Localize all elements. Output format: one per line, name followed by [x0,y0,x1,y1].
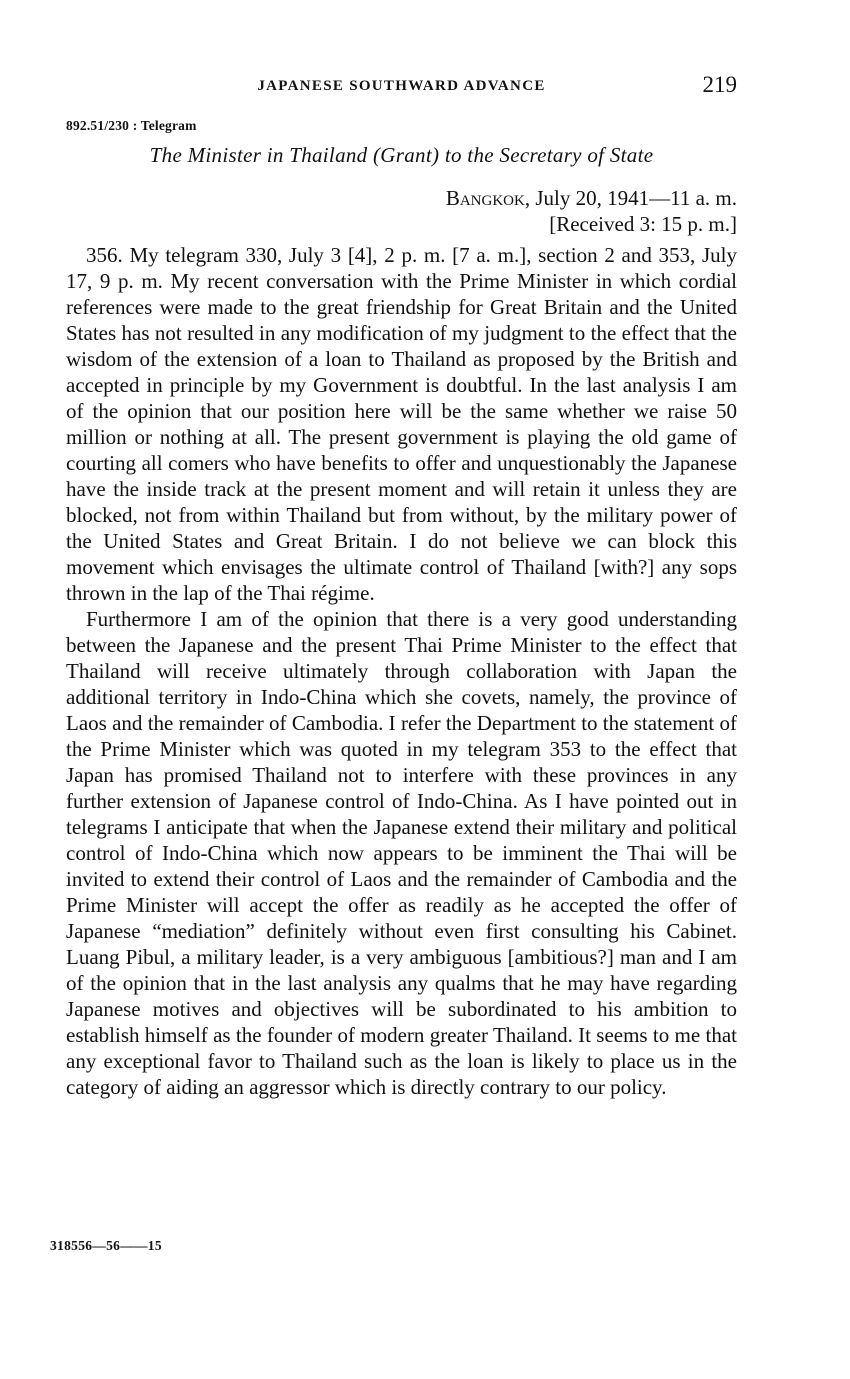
paragraph-2: Furthermore I am of the opinion that there is a very good understanding between the Japanese and the present Thai Prime Minister to the effect that Thailand will receive ultimately through collaboration with Japan the additional territory in Indo-China which she covets, namely, the province of Laos and the remainder of Cambodia. I refer the Department to the statement of the Prime Minister which was quoted in my telegram 353 to the effect that Japan has promised Thailand not to interfere with these provinces in any further extension of Japanese control of Indo-China. As I have pointed out in telegrams I anticipate that when the Japanese extend their military and political control of Indo-China which now appears to be imminent the Thai will be invited to extend their control of Laos and the remainder of Cambodia and the Prime Minister will accept the offer as readily as he accepted the offer of Japanese “mediation” definitely without even first consulting his Cabinet. Luang Pibul, a military leader, is a very ambiguous [ambitious?] man and I am of the opinion that in the last analysis any qualms that he may have regarding Japanese motives and objectives will be subordinated to his ambition to establish himself as the founder of modern greater Thailand. It seems to me that any exceptional favor to Thailand such as the loan is likely to place us in the category of aiding an aggressor which is directly contrary to our policy. [66,607,737,1099]
received-line: [Received 3: 15 p. m.] [549,212,737,236]
running-header [66,72,737,100]
dateline [446,186,737,211]
file-reference: 892.51/230 : Telegram [66,118,197,133]
paragraph-1: 356. My telegram 330, July 3 [4], 2 p. m. [7 a. m.], section 2 and 353, July 17, 9 p. m. My recent conversation with the Prime Minister in which cordial references were made to the great friendship for Great Britain and the United States has not resulted in any modification of my judgment to the effect that the wisdom of the extension of a loan to Thailand as proposed by the British and accepted in principle by my Government is doubtful. In the last analysis I am of the opinion that our position here will be the same whether we raise 50 million or nothing at all. The present government is playing the old game of courting all comers who have benefits to offer and unquestionably the Japanese have the inside track at the present moment and will retain it unless they are blocked, not from within Thailand but from without, by the military power of the United States and Great Britain. I do not believe we can block this movement which envisages the ultimate control of Thailand [with?] any sops thrown in the lap of the Thai régime. [66,243,737,605]
dateline-date: July 20, 1941—11 a. m. [530,186,737,210]
page-number: 219 [702,72,737,97]
document-title: The Minister in Thailand (Grant) to the Secretary of State [149,143,654,167]
dateline-place: Bangkok, [445,186,531,210]
document-page [66,0,737,1379]
telegram-body [66,242,737,1100]
print-code: 318556—56——15 [50,1238,162,1253]
running-title: JAPANESE SOUTHWARD ADVANCE [257,78,546,94]
